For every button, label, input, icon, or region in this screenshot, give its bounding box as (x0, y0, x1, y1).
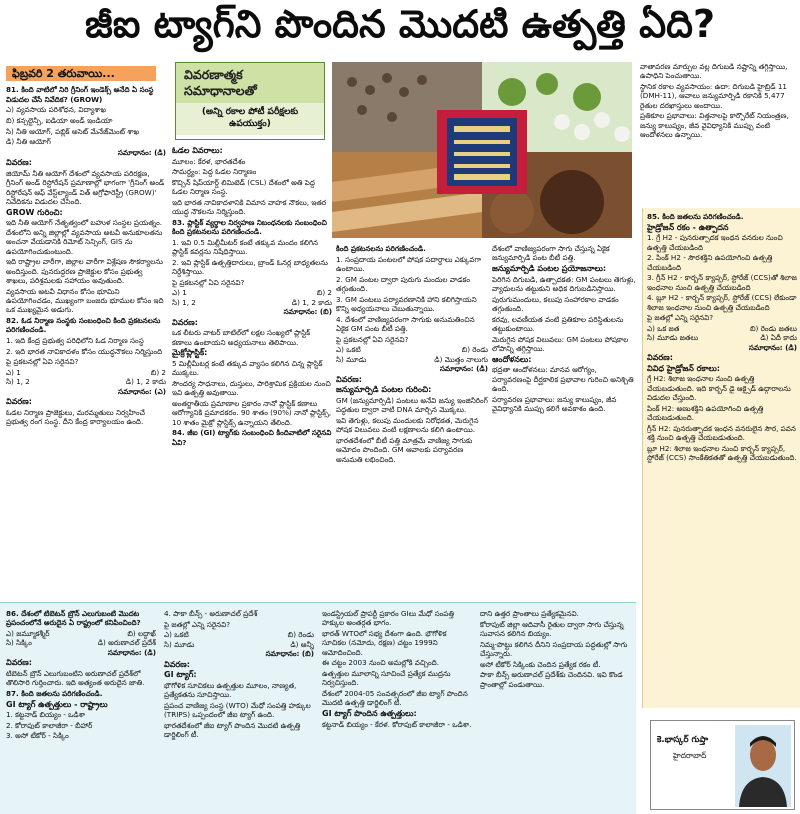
section-heading: ఓడల వివరాలు: (172, 146, 223, 155)
blue-col-2 (164, 609, 314, 809)
question-text: 81. కింది వాటిలో నిరి గ్రీనింగ్ ఇండెక్స్ అనేది ఏ సంస్థ విడుదల చేసే నివేదిక? (GROW) (6, 85, 154, 104)
paragraph: కొచ్చిన్ షిప్‌యార్డ్ లిమిటెడ్ (CSL) దేశంలో అతి పెద్ద ఓడల నిర్మాణ సంస్థ. (172, 177, 315, 197)
paragraph: పై జతల్లో ఎన్ని సరైనవి? (647, 313, 714, 323)
paragraph: దేశంలో 2004-05 సంవత్సరంలో జీఐ ట్యాగ్ పొందిన మొదటి ఉత్పత్తి డార్జిలింగ్ టీ. (322, 689, 468, 708)
hydrogen-question-panel (642, 208, 800, 708)
paragraph: సి) నీతి ఆయోగ్, పబ్లిక్ అసెట్ మేనేజ్‌మెంట్ శాఖ (6, 126, 140, 136)
paragraph: ఉత్పత్తుల మూలాన్ని సూచించే ప్రత్యేక ముద్రను నిర్వచిస్తుంది. (322, 669, 451, 688)
paragraph: భారతదేశంలో జీఐ ట్యాగ్ పొందిన మొదటి ఉత్పత్తి డార్జిలింగ్ టీ. (164, 720, 301, 740)
option-text: బి) రెండు (287, 630, 314, 640)
right-middle-column (492, 244, 636, 598)
paragraph: ఇది రాష్ట్రాల వారీగా, జిల్లాల వారీగా విశ్లేషణ సౌకర్యాలను అందిస్తుంది. పునరుద్ధరణ ప్రాజెక్టుల కోసం ప్రభుత్వ శాఖలు, పరిశ్రమలకు సహాయం అవుతుంది. (6, 257, 163, 285)
box-subtitle: (అన్ని రకాల పోటీ పరీక్షలకు ఉపయుక్తం) (176, 103, 324, 135)
paragraph: 2. కోరాపుట్ కాలాజీరా - బీహార్ (6, 720, 93, 730)
middle-column (336, 244, 488, 598)
option-text: బి) 2 (150, 367, 166, 377)
author-name: కె.భాస్కర్ గుప్తా (657, 735, 709, 745)
paragraph: 1. గ్రే H2 - పునరుత్పాదక ఇంధన వనరుల నుంచి ఉత్పత్తి చేయబడింది (647, 233, 783, 252)
question-text: కింది ప్రకటనలను పరిగణించండి. (336, 244, 426, 253)
section-heading: ఆందోళనలు: (492, 354, 532, 364)
question-text: 86. దేశంలో టిబెటన్ బ్రౌన్ ఎలుగుబంటి మొదట ప్రపంచంలోనే అరుదైన ఏ రాష్ట్రంలో కనిపించింది? (6, 609, 141, 628)
question-text: 82. ఓడ నిర్మాణ సంస్థకు సంబంధించి కింది ప్రకటనలను పరిగణించండి. (6, 316, 161, 335)
option-text: ఎ) జమ్మూకశ్మీర్ (6, 629, 50, 638)
section-heading: GI ట్యాగ్ పొందిన ఉత్పత్తులు: (322, 709, 417, 718)
gi-question-panel (0, 602, 636, 814)
paragraph: భారతదేశంలో బీటీ పత్తి మాత్రమే వాణిజ్య సాగుకు ఆమోదం పొందింది. GM ఆవాలకు పర్యావరణ అనుమతి లభించింది. (336, 435, 473, 464)
paragraph: పై ప్రకటనల్లో ఏవి సరైనవి? (172, 277, 245, 287)
paragraph: 2. GM పంటల ద్వారా పురుగు మందుల వాడకం తగ్గుతుంది. (336, 274, 470, 293)
paragraph: పై జతల్లో ఎన్ని సరైనవి? (164, 619, 231, 629)
question-text: 84. జీఐ (GI) ట్యాగ్‌కు సంబంధించి కిందివాటిలో సరైనవి ఏవి? (172, 428, 332, 447)
paragraph: 4. బ్లూ H2 - కార్బన్ క్యాప్చర్, స్టోరేజ్ (CCS) లేకుండా శిలాజ ఇంధనాల నుంచి ఉత్పత్తి చేయబడింది (647, 293, 797, 312)
paragraph: భౌగోళిక సూచికలు ఉత్పత్తుల మూలం, నాణ్యత, ప్రత్యేకతను సూచిస్తాయి. (164, 680, 297, 700)
paragraph: భారత్ WTOలో సభ్య దేశంగా ఉంది. భౌగోళిక సూచికల (నమోదు, రక్షణ) చట్టం 1999ని ఆమోదించింది. (322, 629, 447, 657)
section-heading: GI ట్యాగ్: (164, 670, 197, 680)
answer-text: సమాధానం: (డి) (748, 342, 797, 352)
paragraph: అంతర్జాతీయ ప్రమాణాల ప్రకారం నానో ప్లాస్టిక్ కణాలు ఆరోగ్యానికి ప్రమాదకరం. 90 శాతం (90%) నానో ప్లాస్టిక్స్, 10 శాతం మైక్రో ప్లాస్టిక్స్ ఉన్నాయని తేలింది. (172, 398, 332, 427)
blue-col-1 (6, 609, 156, 809)
option-text: ఎ) 1 (6, 367, 21, 377)
option-text: సి) మూడు (164, 639, 195, 649)
second-column (172, 146, 332, 598)
option-row (164, 640, 314, 649)
option-text: డి) అన్నీ (290, 639, 314, 649)
option-row (6, 638, 156, 647)
option-text: సి) మూడు (336, 354, 367, 364)
paragraph: 2. ఇవి ప్లాస్టిక్ ఉత్పత్తిదారులు, బ్రాండ్ ఓనర్ల బాధ్యతలను నిర్దేశిస్తాయి. (172, 257, 328, 277)
option-text: డి) 1, 2 కాదు (291, 297, 332, 307)
paragraph: 2. పింక్ H2 - సౌరశక్తిని ఉపయోగించి ఉత్పత్తి చేయబడింది (647, 253, 773, 272)
option-text: ఎ) ఒకటి (164, 630, 189, 640)
author-photo (735, 725, 791, 807)
option-text: ఎ) 1 (172, 288, 187, 298)
section-heading: మైక్రోప్లాస్టిక్: (172, 348, 208, 358)
option-text: బి) రెండు జతలు (749, 323, 797, 333)
right-top-column (640, 62, 798, 204)
paragraph: బి) కన్సల్టెన్సీ, ఐడియా అండ్ ఇండియా (6, 116, 113, 125)
box-title: వివరణాత్మక సమాధానాలతో (176, 63, 324, 103)
author-portrait-image (735, 725, 791, 807)
answer-text: సమాధానం: (ఎ) (118, 386, 166, 396)
option-text: సి) సిక్కిం (6, 638, 32, 648)
left-column-body (6, 85, 166, 426)
paragraph: సౌందర్య సాధనాలు, దుస్తులు, పారిశ్రామిక ప్రక్రియల నుంచి ఇవి ఉత్పత్తి అవుతాయి. (172, 378, 331, 398)
option-text: ఎ) ఒక జత (647, 323, 680, 333)
paragraph: కరవు, లవణీయత వంటి ప్రతికూల పరిస్థితులను తట్టుకుంటాయి. (492, 314, 624, 333)
paragraph: సామర్థ్యం: పెద్ద ఓడల నిర్మాణం (172, 167, 257, 177)
option-text: డి) ఏదీ కాదు (760, 333, 797, 343)
answer-text: సమాధానం: (డి) (117, 147, 166, 157)
section-heading: జన్యుమార్పిడి పంటల ప్రయోజనాలు: (492, 264, 607, 273)
paragraph: 1. ఇది కేంద్ర ప్రభుత్వ పరిధిలోని ఓడ నిర్మాణ సంస్థ (6, 336, 144, 345)
paragraph: నిమ్మ-పొట్టు కలిగిన దీనిని సంప్రదాయ పద్ధతుల్లో సాగు చేస్తున్నారు. (480, 639, 628, 658)
paragraph: పురుగుమందులు, కలుపు సంహారకాల వాడకం తగ్గుతుంది. (492, 294, 619, 313)
gi-products-photo (332, 62, 632, 238)
paragraph: 1. ఇవి 0.5 మిల్లీమీటర్ కంటే తక్కువ మందం కలిగిన ప్లాస్టిక్ కవర్లను నిషేధిస్తాయి. (172, 237, 319, 257)
option-text: డి) 1, 2 కాదు (125, 377, 166, 387)
blue-col-3 (322, 609, 472, 809)
paragraph: 3. అసో టీకోర్ - సిక్కిం (6, 731, 69, 741)
paragraph: ఓడల నిర్మాణ ప్రాజెక్టులు, మరమ్మతులు నిర్వహించే ప్రభుత్వ రంగ సంస్థ. దీని కేంద్ర కార్యాలయం ఉంది. (6, 407, 145, 427)
option-text: బి) 2 (316, 288, 332, 298)
paragraph: పై ప్రకటనల్లో ఏవి సరైనవి? (336, 334, 409, 344)
paragraph: టిబెటన్ బ్రౌన్ ఎలుగుబంటిని అరుణాచల్ ప్రదేశ్‌లో తొలిసారి గుర్తించారు. ఇది అత్యంత అరుదైన జాతి. (6, 669, 145, 688)
question-text: 83. ప్లాస్టిక్ వ్యర్థాల నిర్వహణ నిబంధనలకు సంబంధించి కింది ప్రకటనలను పరిగణించండి. (172, 217, 327, 237)
question-text: 87. కింది జతలను పరిగణించండి. (6, 689, 103, 698)
option-row (6, 368, 166, 377)
answer-text: సమాధానం: (బి) (283, 307, 332, 317)
option-row (172, 288, 332, 297)
paragraph: ఇవి తెగుళ్లు, కలుపు మందులకు నిరోధకత, మెరుగైన పోషక విలువలు వంటి లక్షణాలను కలిగి ఉంటాయి. (336, 415, 479, 435)
paragraph: కట్టనాడ్ బియ్యం - కేరళ. కోరాపుట్ కాలాజీరా - ఒడిశా. (322, 719, 472, 729)
paragraph: ప్రపంచ వాణిజ్య సంస్థ (WTO) మేధో సంపత్తి హక్కుల (TRIPS) ఒప్పందంలో జీఐ ట్యాగ్ ఉంది. (164, 700, 311, 720)
section-heading: హైడ్రోజన్ రకం - ఉత్పాదన (647, 222, 729, 232)
paragraph: 4. దేశంలో వాణిజ్యపరంగా సాగుకు అనుమతించిన ఏకైక GM పంట బీటీ పత్తి. (336, 314, 475, 333)
option-text: బి) లద్దాఖ్ (127, 629, 156, 638)
paragraph: 1. కట్టనాడ్ బియ్యం - ఒడిశా (6, 710, 86, 720)
option-text: సి) మూడు జతలు (647, 333, 699, 343)
hydrogen-question-body (647, 212, 797, 704)
paragraph: గ్రీన్ H2: పునరుత్పాదక ఇంధన వనరులైన సౌర, పవన శక్తి నుంచి ఉత్పత్తి చేయబడుతుంది. (647, 423, 796, 443)
paragraph: జియోమ్ నీతి ఆయోగ్ దేశంలో వ్యవసాయ పరిరక్షణ, గ్రీనింగ్ అండ్ రిస్టోరేషన్ ప్రమాణాల్లో భాగంగా 'గ్రీనింగ్ అండ్ రిస్టోరేషన్ ఆఫ్ వేస్ట్‌ల్యాండ్ విత్ అగ్రోఫారెస్ట్రీ (GROW)' నివేదికను విడుదల చేసింది. (6, 168, 165, 207)
paragraph: 2. ఇది భారత నావికాదళం కోసం యుద్ధనౌకలు నిర్మిస్తుంది (6, 346, 163, 356)
answer-text: సమాధానం: (డి) (107, 647, 156, 657)
option-row (336, 355, 488, 364)
paragraph: దాని ఉత్తర ప్రాంతాలు ప్రత్యేకమైనవి. (480, 609, 579, 618)
answer-text: సమాధానం: (డి) (439, 364, 488, 373)
option-row (6, 377, 166, 386)
answers-title-box (175, 62, 325, 140)
option-text: ఎ) ఒకటి (336, 345, 361, 355)
option-text: సి) 1, 2 (6, 377, 30, 387)
paragraph: వ్యవసాయ అటవీ విధానం కోసం భూమిని ఉపయోగించడం, ముఖ్యంగా బంజరు భూముల కోసం ఇది ఒక ముఖ్యమైన అడుగు. (6, 286, 164, 315)
paragraph: ఈ చట్టం 2003 నుంచి అమల్లోకి వచ్చింది. (322, 658, 440, 668)
paragraph: భద్రతా ఆందోళనలు: మానవ ఆరోగ్యం, పర్యావరణంపై దీర్ఘకాలిక ప్రభావాల గురించి అనిశ్చితి ఉంది. (492, 365, 634, 393)
question-text: 85. కింది జతలను పరిగణించండి. (647, 212, 744, 221)
gi-products-collage-image (332, 62, 632, 238)
section-heading: వివరణ: (164, 659, 190, 669)
option-row (6, 629, 156, 638)
paragraph: దేశంలో వాణిజ్యపరంగా సాగు చేస్తున్న ఏకైక జన్యుమార్పిడి పంట బీటీ పత్తి. (492, 244, 610, 263)
paragraph: ఒక లీటరు వాటర్ బాటిల్‌లో లక్షల సంఖ్యలో ప్లాస్టిక్ కణాలు ఉంటాయని అధ్యయనాలు తెలిపాయి. (172, 328, 311, 347)
option-row (647, 333, 797, 342)
paragraph: పై ప్రకటనల్లో ఏవి సరైనవి? (6, 357, 79, 367)
section-heading: వివరణ: (647, 353, 673, 363)
section-heading: వివరణ: (6, 658, 32, 668)
option-row (164, 630, 314, 639)
paragraph: పాకా బీన్స్ అరుణాచల్ ప్రదేశ్‌కు చెందినవి. ఇవి కొండ ప్రాంతాల్లో పండుతాయి. (480, 670, 623, 689)
option-text: డి) మొత్తం నాలుగు (434, 354, 488, 364)
section-heading: జన్యుమార్పిడి పంటల గురించి: (336, 385, 432, 395)
option-row (336, 345, 488, 354)
section-heading: వివరణ: (336, 374, 362, 384)
paragraph: అసో టీకోర్ సిక్కింకు చెందిన ప్రత్యేక రకం టీ. (480, 659, 601, 669)
section-heading: వివరణ: (6, 397, 32, 407)
headline: జీఐ ట్యాగ్‌ని పొందిన మొదటి ఉత్పత్తి ఏది? (85, 2, 715, 46)
paragraph: మెరుగైన పోషక విలువలు: GM పంటలు పోషకాల లోపాన్ని తగ్గిస్తాయి. (492, 334, 629, 353)
paragraph: 1. సంప్రదాయ పంటలలో పోషక పదార్థాలు ఎక్కువగా ఉంటాయి. (336, 254, 482, 273)
author-box (650, 720, 795, 810)
author-city: హైదరాబాద్ (673, 751, 707, 760)
paragraph: పింక్ H2: అణుశక్తిని ఉపయోగించి ఉత్పత్తి చేయబడుతుంది. (647, 403, 764, 423)
paragraph: GM (జన్యుమార్పిడి) పంటలు అనేవి జన్యు ఇంజినీరింగ్ పద్ధతుల ద్వారా వాటి DNA మార్చిన మొక్కలు. (336, 395, 488, 415)
option-text: డి) అరుణాచల్ ప్రదేశ్ (97, 638, 156, 648)
paragraph: స్థానిక రకాల వ్యవసాయం: ఉదా: దిగుబడి హైబ్రిడ్ 11 (DMH-11), ఆవాలు జన్యుమార్పిడి రకానికి 5,477 రైతుల దరఖాస్తులు అందాయి. (640, 82, 787, 110)
paragraph: ప్రతికూల ప్రభావాలు: విత్తనాలపై కార్పొరేట్ నియంత్రణ, జన్యు కాలుష్యం, జీవ వైవిధ్యానికి ముప్పు వంటి ఆందోళనలు ఉన్నాయి. (640, 111, 789, 140)
paragraph: పెరిగిన దిగుబడి, ఉత్పాదకత: GM పంటలు తెగుళ్లు, వ్యాధులను తట్టుకుని అధిక దిగుబడినిస్తాయి. (492, 274, 636, 293)
paragraph: 3. GM పంటలు పర్యావరణానికి హాని కలిగిస్తాయని కొన్ని అధ్యయనాలు చెబుతున్నాయి. (336, 294, 477, 313)
continuation-tag: ఫిబ్రవరి 2 తరువాయి... (6, 66, 156, 81)
option-text: సి) 1, 2 (172, 297, 196, 307)
option-row (172, 298, 332, 307)
paragraph: 3. గ్రీన్ H2 - కార్బన్ క్యాప్చర్, స్టోరేజ్ (CCS)తో శిలాజ ఇంధనాల నుంచి ఉత్పత్తి చేయబడింది (647, 273, 797, 292)
section-heading: వివిధ హైడ్రోజన్ రకాలు: (647, 363, 720, 373)
paragraph: కోరాపుట్ జిల్లా ఆదివాసీ రైతుల ద్వారా సాగు చేస్తున్న సువాసన కలిగిన బియ్యం. (480, 619, 624, 638)
blue-col-4 (480, 609, 630, 809)
paragraph: గ్రే H2: శిలాజ ఇంధనాల నుంచి ఉత్పత్తి చేయబడుతుంది. ఇది కార్బన్ డై ఆక్సైడ్ ఉద్గారాలను విడుదల చేస్తుంది. (647, 374, 791, 403)
paragraph: పర్యావరణ ప్రభావాలు: జన్యు కాలుష్యం, జీవ వైవిధ్యానికి ముప్పు కలిగే అవకాశం ఉంది. (492, 394, 617, 413)
paragraph: 5 మిల్లీమీటర్ల కంటే తక్కువ వ్యాసం కలిగిన చిన్న ప్లాస్టిక్ ముక్కలు. (172, 358, 323, 378)
section-heading: వివరణ: (6, 158, 32, 168)
left-column (6, 66, 166, 598)
paragraph: వాతావరణ మార్పుల వల్ల దిగుబడి నష్టాన్ని తగ్గిస్తాయి, ఉపాధిని పెంచుతాయి. (640, 62, 788, 81)
answer-text: సమాధానం: (బి) (265, 649, 314, 658)
paragraph: ఇది భారత నావికాదళానికి విమాన వాహక నౌకలు, ఇతర యుద్ధ నౌకలను నిర్మిస్తుంది. (172, 197, 327, 217)
paragraph: బ్లూ H2: శిలాజ ఇంధనాల నుంచి కార్బన్ క్యాప్చర్, స్టోరేజ్ (CCS) సాంకేతికతతో ఉత్పత్తి చేయబడుతుంది. (647, 443, 797, 463)
paragraph: డి) నీతి ఆయోగ్ (6, 137, 51, 147)
paragraph: ఇది నీతి ఆయోగ్ నేతృత్వంలో బహుళ సంస్థల ప్రయత్నం. దేశంలోని అన్ని జిల్లాల్లో వ్యవసాయ అటవీ అనుకూలతను అంచనా వేయడానికి రిమోట్ సెన్సింగ్, GIS ను ఉపయోగించుకుంటుంది. (6, 218, 163, 256)
section-heading: GROW గురించి: (6, 207, 63, 217)
paragraph: 4. పాకా బీన్స్ - అరుణాచల్ ప్రదేశ్ (164, 609, 258, 618)
section-heading: GI ట్యాగ్ ఉత్పత్తులు - రాష్ట్రాలు (6, 699, 108, 709)
paragraph: ఎ) వ్యవసాయ పరిశోధన, విద్యాశాఖ (6, 105, 106, 115)
option-row (647, 324, 797, 333)
section-heading: వివరణ: (172, 317, 198, 327)
paragraph: మూలం: కేరళ, భారతదేశం (172, 156, 246, 166)
option-text: బి) రెండు (461, 345, 488, 355)
paragraph: ఇండస్ట్రియల్ ప్రాపర్టీ ప్రకారం GIలు మేధో సంపత్తి హక్కుల అంతర్గత భాగం. (322, 609, 454, 628)
